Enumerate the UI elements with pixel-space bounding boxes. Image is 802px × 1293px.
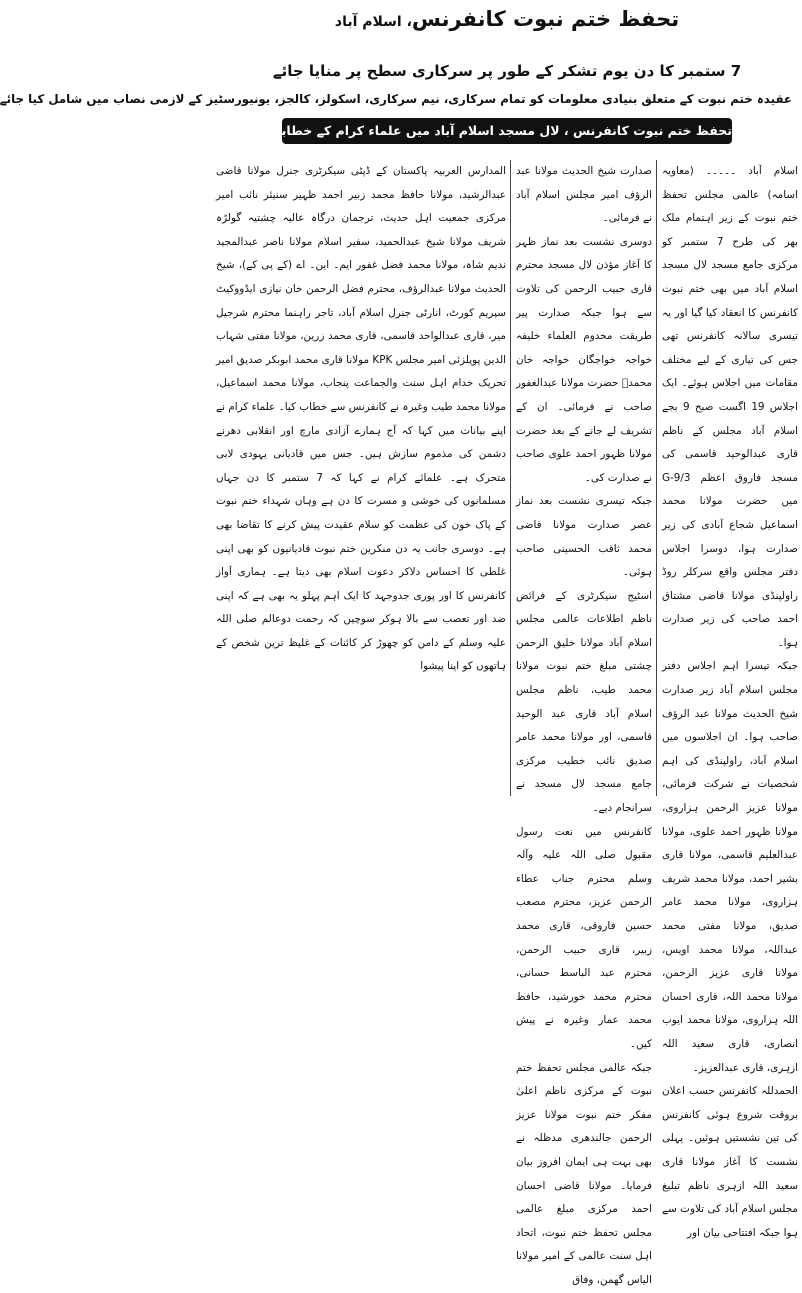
paragraph: کانفرنس میں نعت رسول مقبول صلی اللہ علیہ وآلہ وسلم محترم جناب عطاء الرحمن عزیز، محترم مصعب حسین فاروقی، قاری محمد زبیر، قاری حبیب الرحمن، محترم عبد الباسط حسانی، محترم محمد خورشید، حافظ محمد عمار وغیرہ نے پیش کیں۔ [516,825,652,1050]
column-divider [510,160,511,796]
column-divider [656,160,657,796]
headline-dateline: ، اسلام آباد [334,14,412,30]
headline [272,4,742,37]
paragraph: دوسری نشست بعد نماز ظہر کا آغاز مؤذن لال مسجد محترم قاری حبیب الرحمن کی تلاوت سے ہوا جبکہ صدارت پیر طریقت مخدوم العلماء خلیفہ خواجہ خواجگان خواجہ خان محمدؒ حضرت مولانا عبدالغفور صاحب نے فرمائی۔ ان کے تشریف لے جانے کے بعد حضرت مولانا ظہور احمد علوی صاحب نے صدارت کی۔ [516,235,652,484]
paragraph: صدارت شیخ الحدیث مولانا عبد الرؤف امیر مجلس اسلام آباد نے فرمائی۔ [516,165,652,225]
paragraph: جبکہ تیسرا اہم اجلاس دفتر مجلس اسلام آباد زیر صدارت شیخ الحدیث مولانا عبد الرؤف صاحب ہوا۔ ان اجلاسوں میں اسلام آباد، راولپنڈی کی اہم شخصیات نے شرکت فرمائی، مولانا عزیز الرحمن ہزاروی، مولانا ظہور احمد علوی، مولانا عبدالعلیم قاسمی، مولانا قاری بشیر احمد، مولانا محمد شریف ہزاروی، مولانا محمد عامر صدیق، مولانا مفتی محمد عبداللہ، مولانا محمد اویس، مولانا قاری عزیز الرحمن، مولانا محمد اللہ، قاری احسان اللہ ہزاروی، مولانا محمد ایوب انصاری، قاری سعید اللہ ازہری، قاری عبدالعزیز۔ [662,660,798,1074]
headline-title: تحفظ ختم نبوت کانفرنس [411,7,680,31]
subheadline-secondary: عقیدہ ختم نبوت کے متعلق بنیادی معلومات کو تمام سرکاری، نیم سرکاری، اسکولز، کالجز، یونیورسٹیز کے لازمی نصاب میں شامل کیا جائے [0,92,792,106]
subheadline-primary: 7 ستمبر کا دن یوم تشکر کے طور پر سرکاری سطح پر منایا جائے [272,62,742,80]
paragraph: الحمدللہ کانفرنس حسب اعلان بروقت شروع ہوئی کانفرنس کی تین نشستیں ہوئیں۔ پہلی نشست کا آغاز مولانا قاری سعید اللہ ازہری ناظم تبلیغ مجلس اسلام آباد کی تلاوت سے ہوا جبکہ افتتاحی بیان اور [662,1085,798,1239]
banner-strap: تحفظ ختم نبوت کانفرنس ، لال مسجد اسلام آباد میں علماء کرام کے خطابات [282,118,732,144]
column-left [216,160,506,796]
paragraph: المدارس العربیہ پاکستان کے ڈپٹی سیکرٹری جنرل مولانا قاضی عبدالرشید، مولانا حافظ محمد زبیر احمد ظہیر سنیئر نائب امیر مرکزی جمعیت اہل حدیث، ترجمان درگاہ عالیہ چشتیہ گولڑہ شریف مولانا شیخ عبدالحمید، سفیر اسلام مولانا ناصر عبدالمجید ندیم شاہ، مولانا محمد فضل غفور ایم۔ این۔ اے (کے پی کے)، شیخ الحدیث مولانا عبدالرؤف، محترم فضل الرحمن خان نیازی ایڈووکیٹ سپریم کورٹ، انارٹی جنرل اسلام آباد، تاجر راہنما محترم شرجیل میر، قاری عبدالواحد قاسمی، قاری محمد زرین، مولانا مفتی شہاب الدین پوپلزئی امیر مجلس KPK مولانا قاری محمد ابوبکر صدیق امیر تحریک خدام اہل سنت والجماعت پنجاب، مولانا محمد اسماعیل، مولانا محمد طیب وغیرہ نے کانفرنس سے خطاب کیا۔ علماء کرام نے اپنے بیانات میں کہا کہ آج ہمارے آزادی مارچ اور انقلابی دھرنے دشمن کی مذموم سازش ہیں۔ جس میں قادیانی یہودی لابی متحرک ہے۔ علمائے کرام نے کہا کہ 7 ستمبر کا دن جہاں مسلمانوں کی خوشی و مسرت کا دن ہے وہاں شہداء ختم نبوت کے پاک خون کی عظمت کو سلام عقیدت پیش کرنے کا تقاضا بھی ہے۔ دوسری جانب یہ دن منکرین ختم نبوت قادیانیوں کو بھی اپنی غلطی کا احساس دلاکر دعوت اسلام بھی دیتا ہے۔ ہماری آواز کانفرنس کا اور پوری جدوجہد کا ایک اہم پہلو یہ بھی ہے کہ اپنی ضد اور تعصب سے بالا ہوکر سوچیں کہ رحمت دوعالم صلی اللہ علیہ وسلم کے دامن کو چھوڑ کر کائنات کے غلیظ ترین شخص کے ہاتھوں کو اپنا پیشوا [215,165,506,673]
article-columns [215,160,799,1286]
column-right [662,160,799,1239]
column-middle [516,160,652,1286]
paragraph: اسلام آباد ۔۔۔۔۔ (معاویہ اسامہ) عالمی مجلس تحفظ ختم نبوت کے زیر اہتمام ملک بھر کی طرح 7 ستمبر کو مرکزی جامع مسجد لال مسجد اسلام آباد میں بھی ختم نبوت کانفرنس کا انعقاد کیا گیا اور یہ تیسری سالانہ کانفرنس تھی جس کی تیاری کے لیے مختلف مقامات میں اجلاس ہوئے۔ ایک اجلاس 19 اگست صبح 9 بجے اسلام آباد مجلس کے ناظم قاری عبدالوحید قاسمی کی مسجد فاروق اعظم G-9/3 میں حضرت مولانا محمد اسماعیل شجاع آبادی کی زیر صدارت ہوا، دوسرا اجلاس دفتر مجلس واقع سرکلر روڈ راولپنڈی مولانا قاضی مشتاق احمد صاحب کی زیر صدارت ہوا۔ [662,165,799,649]
paragraph: جبکہ عالمی مجلس تحفظ ختم نبوت کے مرکزی ناظم اعلیٰ مفکر ختم نبوت مولانا عزیز الرحمن جالندھری مدظلہ نے بھی بہت ہی ایمان افروز بیان فرمایا۔ مولانا قاضی احسان احمد مرکزی مبلغ عالمی مجلس تحفظ ختم نبوت، اتحاد اہل سنت عالمی کے امیر مولانا الیاس گھمن، وفاق [516,1061,652,1286]
paragraph: جبکہ تیسری نشست بعد نماز عصر صدارت مولانا قاضی محمد ثاقب الحسینی صاحب ہوئی۔ [516,495,652,579]
paragraph: اسٹیج سیکرٹری کے فرائض ناظم اطلاعات عالمی مجلس اسلام آباد مولانا خلیق الرحمن چشتی مبلغ ختم نبوت مولانا محمد طیب، ناظم مجلس اسلام آباد قاری عبد الوحید قاسمی، اور مولانا محمد عامر صدیق نائب خطیب مرکزی جامع مسجد لال مسجد نے سرانجام دیے۔ [516,589,652,815]
